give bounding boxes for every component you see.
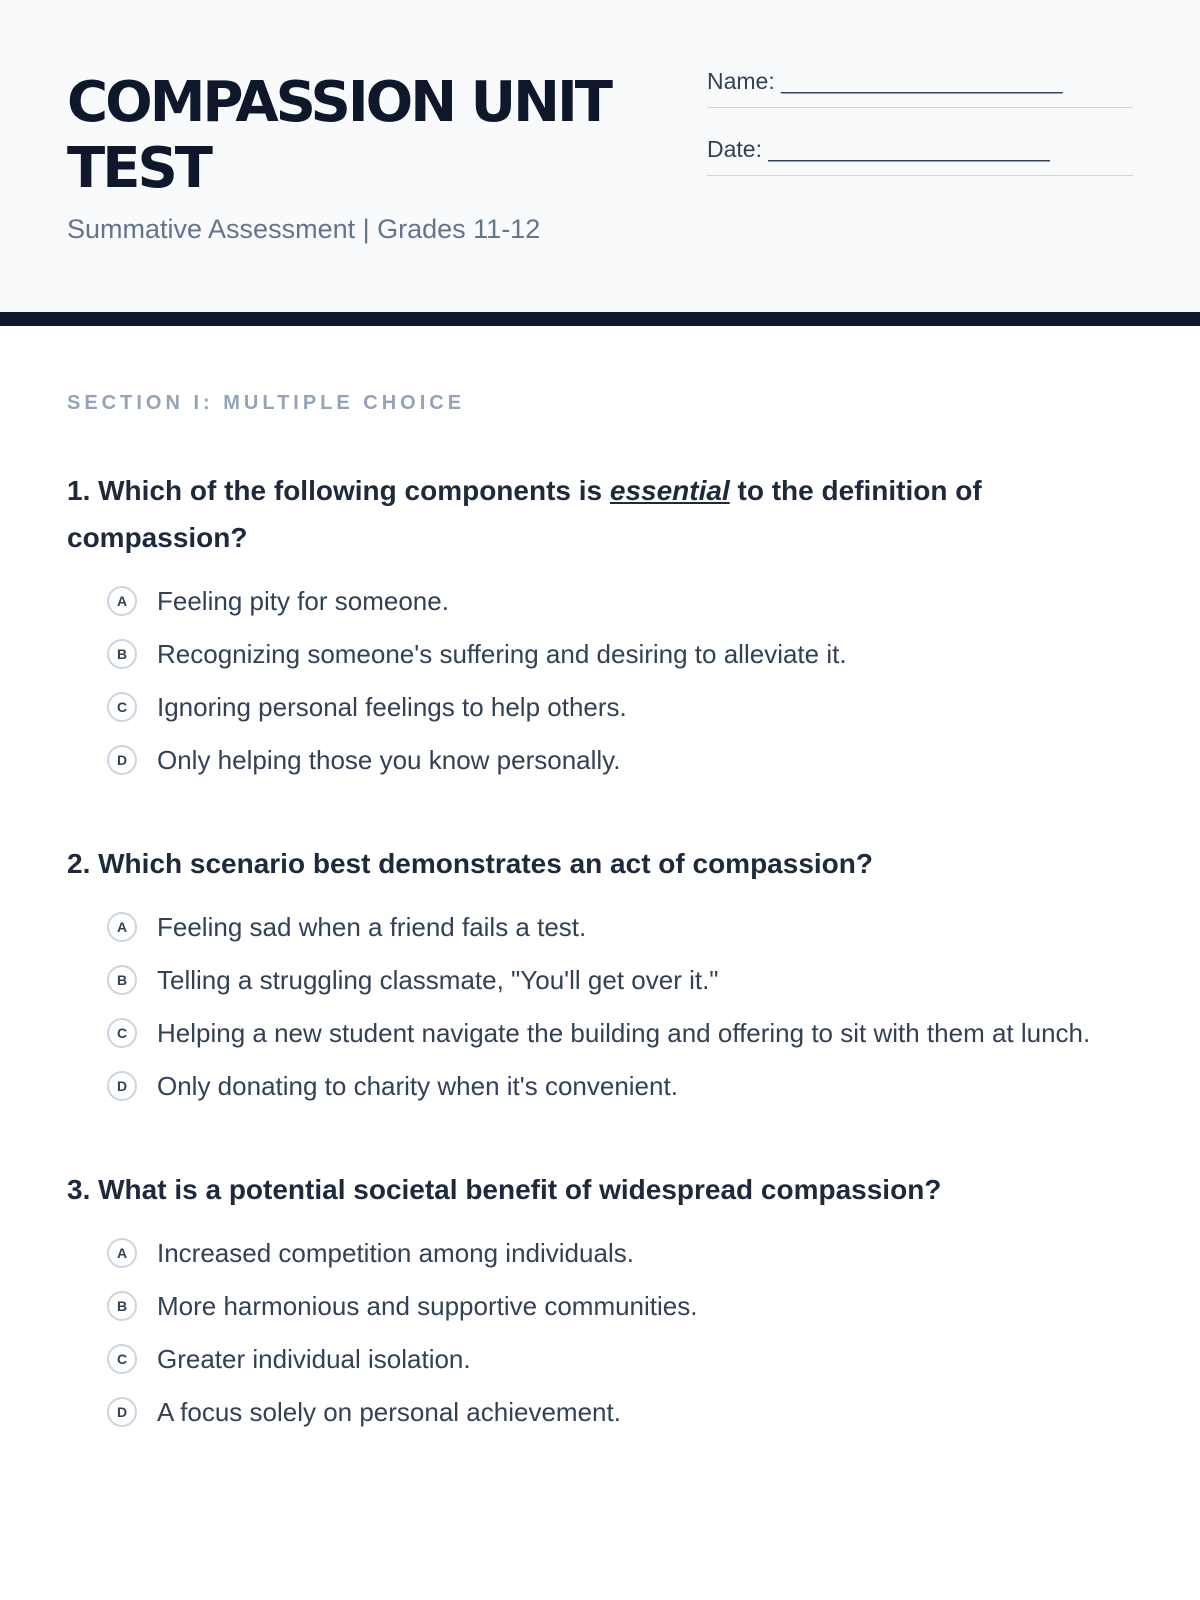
question-text-prefix: 1. Which of the following components is [67, 475, 610, 506]
option-text: Helping a new student navigate the building and offering to sit with them at lunch. [157, 1018, 1091, 1048]
answer-option-d[interactable] [107, 1066, 1133, 1106]
option-text: Ignoring personal feelings to help others. [157, 692, 627, 722]
option-letter-badge[interactable]: D [107, 1397, 137, 1427]
question-text: 2. Which scenario best demonstrates an act of compassion? [67, 848, 873, 879]
option-letter-badge[interactable]: A [107, 586, 137, 616]
student-info-fields [707, 66, 1133, 176]
option-letter-badge[interactable]: B [107, 1291, 137, 1321]
option-letter-badge[interactable]: A [107, 912, 137, 942]
option-text: Greater individual isolation. [157, 1344, 471, 1374]
option-letter-badge[interactable]: B [107, 639, 137, 669]
answer-option-d[interactable] [107, 740, 1133, 780]
date-field[interactable]: Date: ______________________ [707, 134, 1133, 176]
option-letter-badge[interactable]: A [107, 1238, 137, 1268]
question-2 [67, 840, 1133, 1106]
test-header [0, 0, 1200, 326]
answer-options [67, 1233, 1133, 1432]
answer-option-b[interactable] [107, 634, 1133, 674]
answer-options [67, 581, 1133, 780]
test-body [0, 326, 1200, 1432]
option-letter-badge[interactable]: D [107, 745, 137, 775]
option-text: Feeling pity for someone. [157, 586, 449, 616]
option-text: Recognizing someone's suffering and desiring to alleviate it. [157, 639, 847, 669]
option-text: Feeling sad when a friend fails a test. [157, 912, 587, 942]
answer-option-a[interactable] [107, 1233, 1133, 1273]
answer-option-b[interactable] [107, 960, 1133, 1000]
answer-option-a[interactable] [107, 581, 1133, 621]
option-letter-badge[interactable]: C [107, 692, 137, 722]
option-text: Only helping those you know personally. [157, 745, 621, 775]
page-subtitle: Summative Assessment | Grades 11-12 [67, 214, 541, 244]
question-1 [67, 467, 1133, 780]
answer-options [67, 907, 1133, 1106]
question-text-suffix: to the definition of compassion? [67, 475, 982, 553]
option-letter-badge[interactable]: C [107, 1018, 137, 1048]
question-text [67, 467, 1133, 561]
answer-option-a[interactable] [107, 907, 1133, 947]
section-label: SECTION I: MULTIPLE CHOICE [67, 392, 466, 414]
question-3 [67, 1166, 1133, 1432]
page-title: COMPASSION UNIT TEST [67, 70, 610, 201]
answer-option-d[interactable] [107, 1392, 1133, 1432]
name-field[interactable]: Name: ______________________ [707, 66, 1133, 108]
answer-option-c[interactable] [107, 1339, 1133, 1379]
option-letter-badge[interactable]: B [107, 965, 137, 995]
answer-option-c[interactable] [107, 687, 1133, 727]
option-letter-badge[interactable]: D [107, 1071, 137, 1101]
question-emphasis: essential [609, 475, 730, 506]
option-text: Increased competition among individuals. [157, 1238, 634, 1268]
option-letter-badge[interactable]: C [107, 1344, 137, 1374]
option-text: Only donating to charity when it's convenient. [157, 1071, 678, 1101]
title-block [67, 70, 667, 245]
option-text: Telling a struggling classmate, "You'll get over it." [157, 965, 719, 995]
answer-option-c[interactable] [107, 1013, 1133, 1053]
option-text: A focus solely on personal achievement. [157, 1397, 621, 1427]
question-text: 3. What is a potential societal benefit of widespread compassion? [67, 1174, 942, 1205]
option-text: More harmonious and supportive communities. [157, 1291, 698, 1321]
answer-option-b[interactable] [107, 1286, 1133, 1326]
